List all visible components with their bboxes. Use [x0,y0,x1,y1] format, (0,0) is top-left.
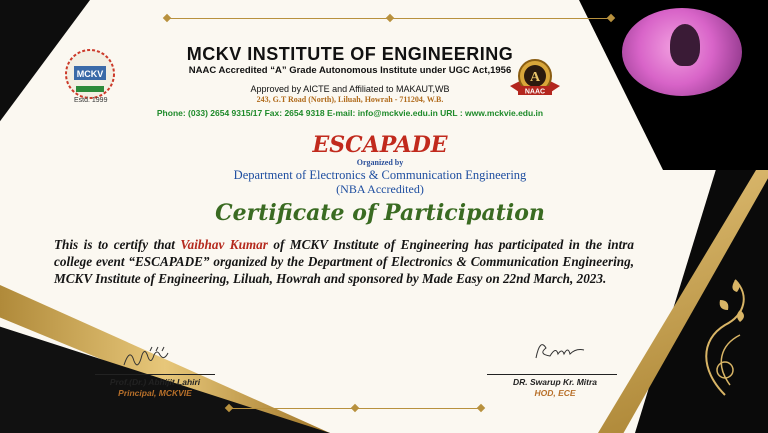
certificate-title: Certificate of Participation [215,200,545,226]
top-ornament-diamond-center [386,14,394,22]
department-name: Department of Electronics & Communication Engineering [233,168,527,182]
top-ornament-diamond-left [163,14,171,22]
principal-role: Principal, MCKVIE [118,388,192,398]
bottom-ornament-diamond-center [351,404,359,412]
certificate-body [54,236,634,287]
hod-role: HOD, ECE [534,388,576,398]
nba-accredited: (NBA Accredited) [336,182,424,196]
badge-text: NAAC [524,88,546,96]
badge-letter: A [529,70,541,85]
participant-name: Vaibhav Kumar [180,237,268,252]
principal-name: Prof.(Dr.) Abhijit Lahiri [109,377,201,387]
address-line: 243, G.T Road (North), Liluah, Howrah - 711204, W.B. [256,95,444,104]
contact-line: Phone: (033) 2654 9315/17 Fax: 2654 9318 E-mail: info@mckvie.edu.in URL : www.mckvie.edu.in [156,108,544,118]
organized-by: Organized by [356,158,404,167]
brain-globe-icon [622,8,742,96]
event-name: ESCAPADE [312,132,448,158]
hod-name: DR. Swarup Kr. Mitra [512,377,598,387]
principal-signature-line [95,374,215,375]
hod-signature-line [487,374,617,375]
bottom-ornament-diamond-right [477,404,485,412]
logo-text: MCKV [76,69,104,79]
principal-signature-icon [120,345,180,371]
hod-signature-icon [530,336,590,362]
accreditation-line: NAAC Accredited “A” Grade Autonomous Institute under UGC Act,1956 [188,65,512,76]
gold-swirl-icon [690,270,760,400]
head-silhouette [670,24,700,66]
institute-name: MCKV INSTITUTE OF ENGINEERING [186,44,514,64]
established-year: Estd. 1999 [74,97,108,104]
body-text-after-name: of MCKV Institute of Engineering has participated in the intra college event “ESCAPADE” organized by the Department of Electronics & Communication Engineering, MCKV Institute of Engineering, Liluah, Howrah and sponsored by Made Easy on 22nd March, 2023. [54,237,634,286]
body-text-before-name: This is to certify that [54,237,181,252]
approval-line: Approved by AICTE and Affiliated to MAKAUT,WB [250,84,450,94]
